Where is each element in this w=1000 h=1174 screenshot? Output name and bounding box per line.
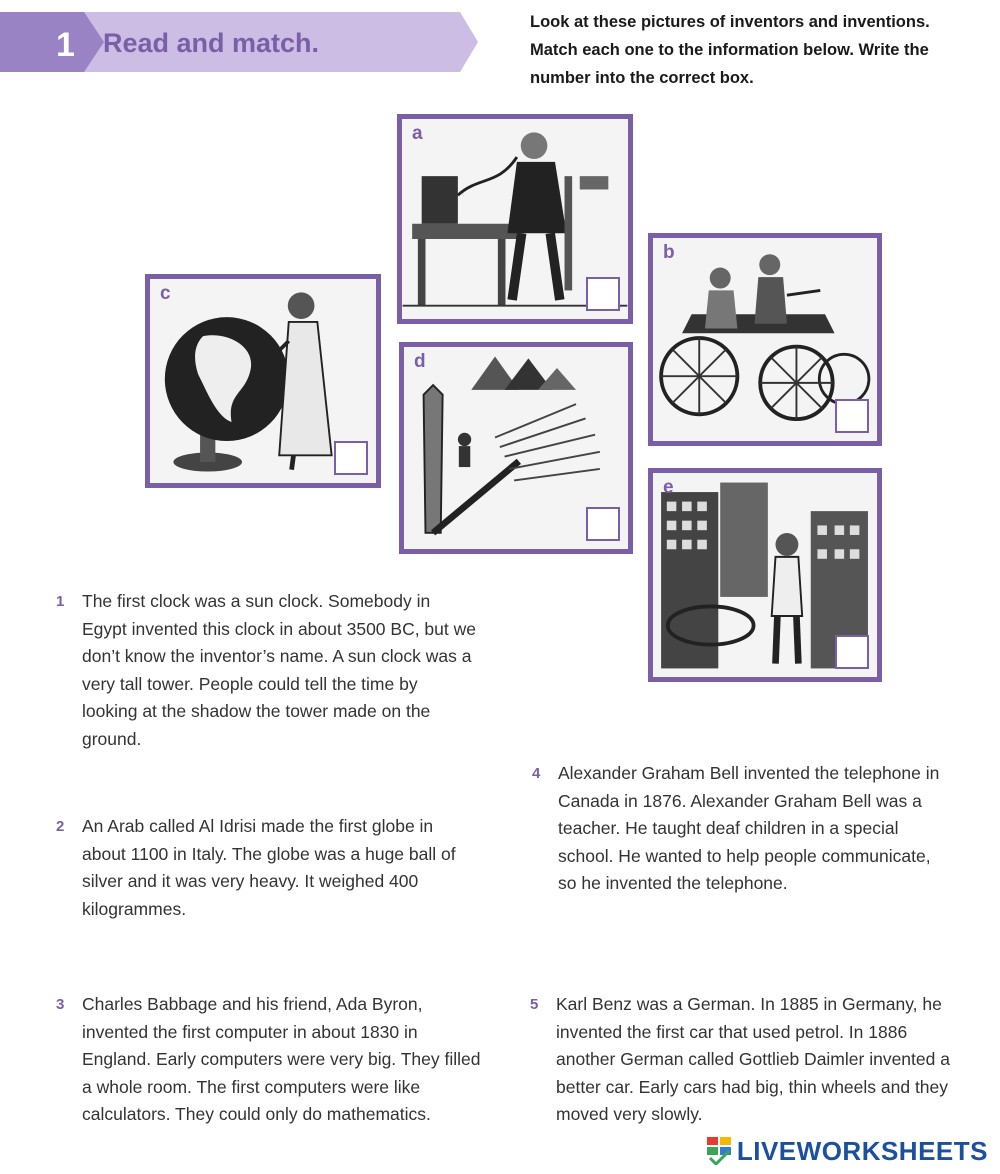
fact-5-text: Karl Benz was a German. In 1885 in Germany, he invented the first car that used petrol. In 1886 another German called Gottlieb Daimler invented a better car. Early cars had big, thin wheels and they moved very slowly. — [556, 994, 950, 1124]
fact-2-number: 2 — [56, 818, 65, 835]
picture-a-letter: a — [412, 123, 423, 144]
fact-1 — [56, 588, 476, 753]
fact-4-text: Alexander Graham Bell invented the telephone in Canada in 1876. Alexander Graham Bell was a teacher. He taught deaf children in a special school. He wanted to help people communicate, so he invented the telephone. — [558, 763, 940, 893]
fact-2-text: An Arab called Al Idrisi made the first globe in about 1100 in Italy. The globe was a huge ball of silver and it was very heavy. It weighed 400 kilogrammes. — [82, 816, 456, 919]
fact-5-number: 5 — [530, 996, 539, 1013]
fact-5 — [530, 991, 950, 1129]
fact-3-text: Charles Babbage and his friend, Ada Byron, invented the first computer in about 1830 in England. Early computers were very big. They filled a whole room. The first computers were like calculators. They could only do mathematics. — [82, 994, 481, 1124]
logo-mark-icon — [707, 1137, 733, 1165]
fact-4-number: 4 — [532, 765, 541, 782]
exercise-title: Read and match. — [103, 28, 320, 58]
exercise-number: 1 — [56, 26, 75, 64]
answer-box-e[interactable] — [835, 635, 869, 669]
picture-c-letter: c — [160, 283, 171, 304]
liveworksheets-logo — [703, 1134, 992, 1168]
picture-d-letter: d — [414, 351, 426, 372]
answer-box-d[interactable] — [586, 507, 620, 541]
title-banner — [0, 12, 478, 72]
fact-2 — [56, 813, 476, 923]
fact-3 — [56, 991, 486, 1129]
picture-e-letter: e — [663, 477, 674, 498]
logo-text: LIVEWORKSHEETS — [736, 1135, 988, 1166]
picture-b-letter: b — [663, 242, 675, 263]
answer-box-a[interactable] — [586, 277, 620, 311]
picture-c-globe — [145, 274, 381, 488]
fact-1-text: The first clock was a sun clock. Somebody in Egypt invented this clock in about 3500 BC, but we don’t know the inventor’s name. A sun clock was a very tall tower. People could tell the time by looking at the shadow the tower made on the ground. — [82, 591, 476, 749]
fact-3-number: 3 — [56, 996, 65, 1013]
answer-box-c[interactable] — [334, 441, 368, 475]
answer-box-b[interactable] — [835, 399, 869, 433]
picture-d-sun-clock — [399, 342, 633, 554]
picture-a-telephone — [397, 114, 633, 324]
fact-1-number: 1 — [56, 593, 65, 610]
fact-4 — [532, 760, 946, 898]
picture-e-computer — [648, 468, 882, 682]
instructions: Look at these pictures of inventors and inventions. Match each one to the information below. Write the number into the correct box. — [530, 13, 930, 87]
picture-b-car — [648, 233, 882, 446]
